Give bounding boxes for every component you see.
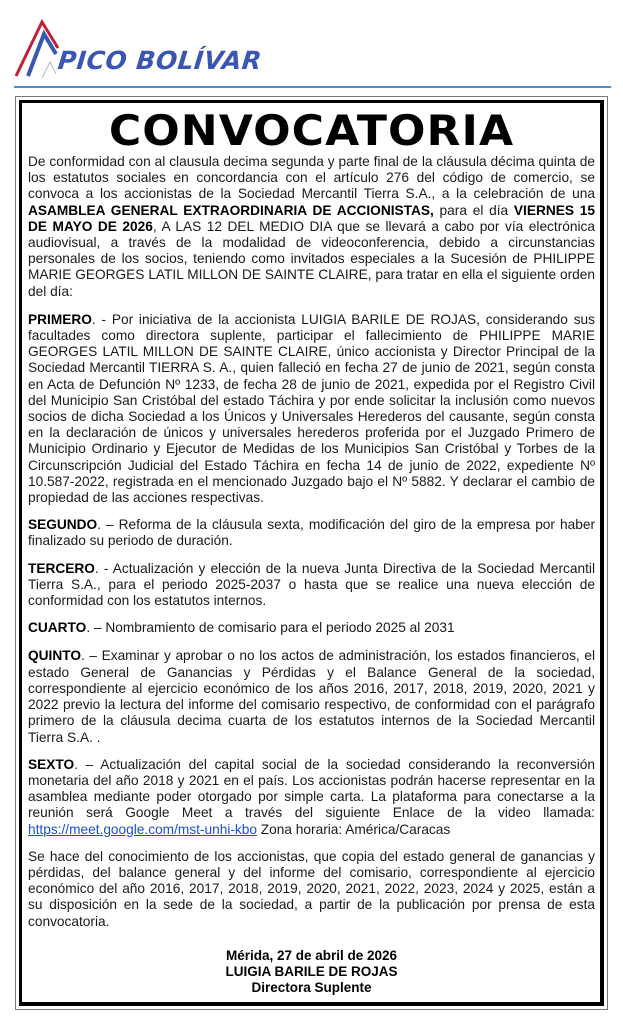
agenda-text: . – Reforma de la cláusula sexta, modificación del giro de la empresa por haber finalizado su periodo de duración. [28,517,595,549]
header-rule [14,86,611,88]
agenda-text: . – Actualización del capital social de la sociedad considerando la reconversión monetaria del año 2018 y 2021 en el país. Los accionistas podrán hacerse representar en la asamblea mediante poder otorgado por simple carta. La plataforma para conectarse a la reunión será Google Meet a través del siguiente Enlace de la video llamada: [28,756,595,821]
intro-text: , A LAS 12 DEL MEDIO DIA que se llevará a cabo por vía electrónica audiovisual, a través de la modalidad de videoconferencia, debido a circunstancias personales de los socios, teniendo como invitados especiales a la Sucesión de PHILIPPE MARIE GEORGES LATIL MILLON DE SAINTE CLAIRE, para tratar en ella el siguiente orden del día: [28,218,595,299]
agenda-item-sexto [28,757,595,838]
signature-block [28,948,595,996]
agenda-text: . - Por iniciativa de la accionista LUIGIA BARILE DE ROJAS, considerando sus facultades como directora suplente, participar el fallecimiento de PHILIPPE MARIE GEORGES LATIL MILLON DE SAINTE CLAIRE, único accionista y Director Principal de la Sociedad Mercantil TIERRA S. A., quien falleció en fecha 27 de junio de 2021, según consta en Acta de Defunción Nº 1233, de fecha 28 de junio de 2021, expedida por el Registro Civil del Municipio San Cristóbal del estado Táchira y por ende solicitar la inclusión como nuevos socios de dicha Sociedad a los Únicos y Universales Herederos del causante, según consta en la declaración de únicos y universales herederos proferida por el Juzgado Primero de Municipio Ordinario y Ejecutor de Medidas de los Municipios San Cristóbal y Torbes de la Circunscripción Judicial del Estado Táchira en fecha 14 de junio de 2022, expediente Nº 10.587-2022, registrada en el mencionado Juzgado bajo el Nº 5882. Y declarar el cambio de propiedad de las acciones respectivas. [28,311,595,506]
intro-text: para el día [433,202,514,218]
agenda-item-primero [28,312,595,506]
notice-content [28,108,595,996]
agenda-item-segundo [28,517,595,549]
agenda-text: . – Nombramiento de comisario para el periodo 2025 al 2031 [86,620,455,636]
agenda-item-cuarto [28,620,595,636]
agenda-label: PRIMERO [28,311,92,327]
signer-name: LUIGIA BARILE DE ROJAS [225,963,398,979]
agenda-label: QUINTO [28,648,81,664]
signer-role: Directora Suplente [251,979,372,995]
agenda-item-tercero [28,561,595,610]
assembly-type: ASAMBLEA GENERAL EXTRAORDINARIA DE ACCIONISTAS, [28,202,434,218]
intro-paragraph [28,154,595,300]
meet-link[interactable]: https://meet.google.com/mst-unhi-kbo [28,821,257,837]
agenda-item-quinto [28,648,595,745]
agenda-text: . - Actualización y elección de la nueva Junta Directiva de la Sociedad Mercantil Tierra S.A., para el periodo 2025-2037 o hasta que se realice una nueva elección de conformidad con los estatutos internos. [28,560,595,609]
place-date: Mérida, 27 de abril de 2026 [225,947,398,963]
agenda-text: . – Examinar y aprobar o no los actos de administración, los estados financieros, el estado General de Ganancias y Pérdidas y el Balance General de la sociedad, correspondiente al ejercicio económico de los años 2016, 2017, 2018, 2019, 2020, 2021 y 2022 previo la lectura del informe del comisario respectivo, de conformidad con el parágrafo primero de la cláusula decima cuarta de los estatutos internos de la Sociedad Mercantil Tierra S.A. . [28,648,595,745]
timezone-text: Zona horaria: América/Caracas [257,821,451,837]
agenda-label: CUARTO [28,620,87,636]
closing-paragraph: Se hace del conocimiento de los accionistas, que copia del estado general de ganancias y pérdidas, del balance general y del informe del comisario, correspondiente al ejercicio económico del año 2016, 2017, 2018, 2019, 2020, 2021, 2022, 2023, 2024 y 2025, están a su disposición en la sede de la sociedad, a partir de la publicación por prensa de esta convocatoria. [28,848,595,929]
assembly-date: VIERNES 15 DE MAYO DE 2026 [28,202,595,234]
page-title: CONVOCATORIA [108,106,515,155]
agenda-label: SEGUNDO [28,517,98,533]
pico-bolivar-logo [14,18,264,78]
logo-text: PICO BOLÍVAR [56,46,264,75]
intro-text: De conformidad con al clausula decima segunda y parte final de la cláusula décima quinta de los estatutos sociales en concordancia con el artículo 276 del código de comercio, se convoca a los accionistas de la Sociedad Mercantil Tierra S.A., a la celebración de una [28,154,595,202]
agenda-label: TERCERO [28,560,95,576]
agenda-label: SEXTO [28,756,75,772]
